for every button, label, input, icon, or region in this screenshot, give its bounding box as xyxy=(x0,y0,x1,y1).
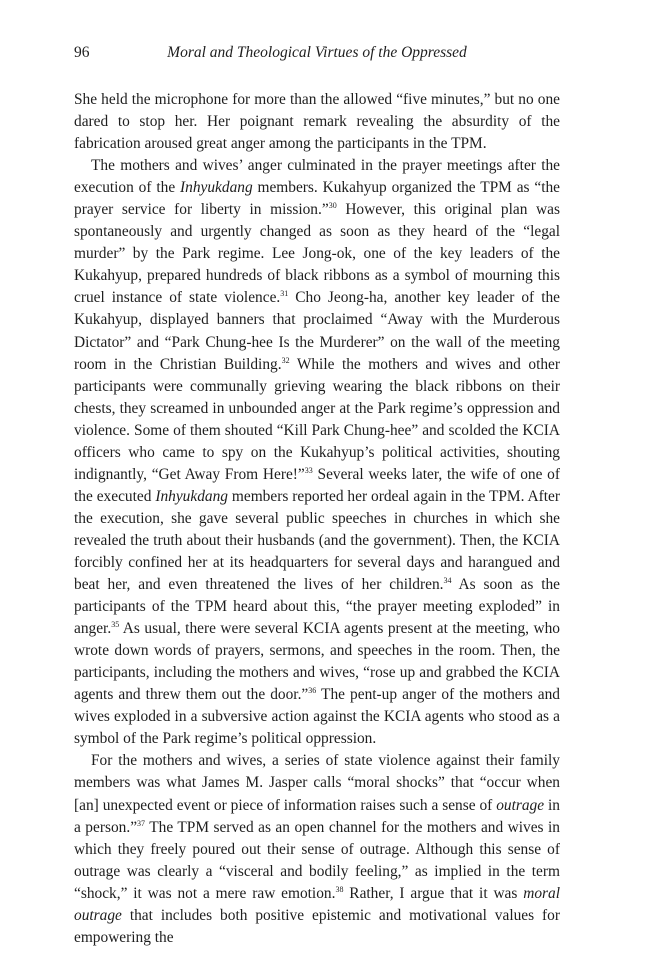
text-run: For the mothers and wives, a series of state violence against their family members was what James M. Jasper calls “moral shocks” that “occur when [an] unexpected event or piece of information raises such a sense of xyxy=(74,752,560,814)
text-run: However, this original plan was spontaneously and urgently changed as soon as they heard of the “legal murder” by the Park regime. Lee Jong-ok, one of the key leaders of the Kukahyup, prepared hundreds of black ribbons as a symbol of mourning this cruel instance of state violence. xyxy=(74,201,560,307)
text-run: members reported her ordeal again in the TPM. After the execution, she gave several public speeches in churches in which she revealed the truth about their husbands (and the government). Then, the KCIA forcibly confined her at its headquarters for several days and harangued and beat her, and even threatened the lives of her children. xyxy=(74,487,560,594)
text-run: members. Kukahyup organized the TPM as “the prayer service for liberty in mission.” xyxy=(74,179,560,219)
text-run: The pent-up anger of the mothers and wives exploded in a subversive action against the KCIA agents who stood as a symbol of the Park regime’s political oppression. xyxy=(74,686,560,748)
footnote-marker: 37 xyxy=(137,818,146,828)
text-run: Rather, I argue that it was xyxy=(343,884,524,902)
text-run: The TPM served as an open channel for the mothers and wives in which they freely poured out their sense of outrage. Although this sense of outrage was clearly a “visceral and bodily feeling,” as implied in the term “shock,” it was not a mere raw emotion. xyxy=(74,818,560,902)
paragraph xyxy=(74,155,560,750)
italic-text: Inhyukdang xyxy=(180,179,253,197)
footnote-marker: 31 xyxy=(280,289,289,299)
footnote-marker: 32 xyxy=(281,355,290,365)
footnote-marker: 34 xyxy=(443,576,452,586)
paragraph xyxy=(74,89,560,155)
footnote-marker: 30 xyxy=(328,201,337,211)
text-run: that includes both positive epistemic and motivational values for empowering the xyxy=(74,906,560,946)
text-run: As soon as the participants of the TPM heard about this, “the prayer meeting exploded” in anger. xyxy=(74,576,561,638)
text-run: She held the microphone for more than the allowed “five minutes,” but no one dared to stop her. Her poignant remark revealing the absurdity of the fabrication aroused great anger among the participants in the TPM. xyxy=(74,91,560,153)
running-header xyxy=(74,44,560,66)
text-run: Cho Jeong-ha, another key leader of the Kukahyup, displayed banners that proclaimed “Away with the Murderous Dictator” and “Park Chung-hee Is the Murderer” on the wall of the meeting room in the Christian Building. xyxy=(74,289,560,373)
italic-text: outrage xyxy=(496,796,545,814)
italic-text: moral outrage xyxy=(74,884,561,924)
text-run: The mothers and wives’ anger culminated in the prayer meetings after the execution of the xyxy=(74,157,560,197)
footnote-marker: 35 xyxy=(111,620,120,630)
footnote-marker: 36 xyxy=(308,686,317,696)
footnote-marker: 38 xyxy=(335,884,344,894)
body-text xyxy=(74,89,560,949)
paragraph xyxy=(74,750,560,948)
footnote-marker: 33 xyxy=(304,465,313,475)
running-title: Moral and Theological Virtues of the Oppressed xyxy=(167,44,467,61)
text-run: in a person.” xyxy=(74,796,560,836)
text-run: Several weeks later, the wife of one of the executed xyxy=(74,465,560,505)
italic-text: Inhyukdang xyxy=(155,487,228,505)
text-run: As usual, there were several KCIA agents present at the meeting, who wrote down words of prayers, sermons, and speeches in the room. Then, the participants, including the mothers and wives, “rose up and grabbed the KCIA agents and threw them out the door.” xyxy=(74,620,560,704)
text-run: While the mothers and wives and other participants were communally grieving wearing the black ribbons on their chests, they screamed in unbounded anger at the Park regime’s oppression and violence. Some of them shouted “Kill Park Chung-hee” and scolded the KCIA officers who came to spy on the Kukahyup’s political activities, shouting indignantly, “Get Away From Here!” xyxy=(74,355,560,483)
page-number: 96 xyxy=(74,44,90,61)
